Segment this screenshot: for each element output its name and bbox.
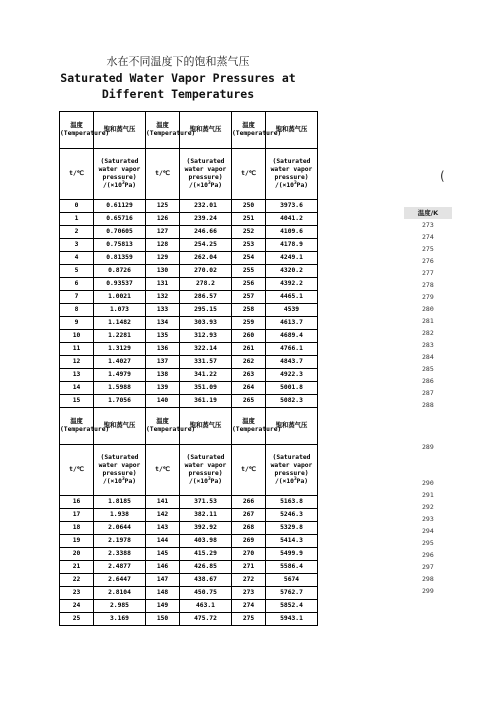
table-row xyxy=(60,395,318,408)
temperature-header: 温度 (Temperature) xyxy=(60,408,94,445)
temperature-cell: 126 xyxy=(146,213,180,226)
pressure-cell: 4465.1 xyxy=(266,291,318,304)
kelvin-value: 297 xyxy=(422,563,434,571)
pressure-cell: 232.01 xyxy=(180,200,232,213)
pressure-cell: 2.0644 xyxy=(94,522,146,535)
pressure-english-label: (Saturated water vapor pressure) xyxy=(98,454,141,477)
kelvin-value: 293 xyxy=(422,515,434,523)
temperature-cell: 17 xyxy=(60,509,94,522)
unit-prefix: /(×10 xyxy=(274,182,294,189)
pressure-cell: 382.11 xyxy=(180,509,232,522)
pressure-unit-label xyxy=(266,182,317,190)
temperature-cell: 265 xyxy=(232,395,266,408)
table-row xyxy=(60,291,318,304)
temperature-cell: 136 xyxy=(146,343,180,356)
title-line-1: Saturated Water Vapor Pressures at xyxy=(60,71,296,85)
temperature-cell: 145 xyxy=(146,548,180,561)
kelvin-value: 294 xyxy=(422,527,434,535)
temperature-cell: 139 xyxy=(146,382,180,395)
temperature-cell: 8 xyxy=(60,304,94,317)
pressure-cell: 0.93537 xyxy=(94,278,146,291)
temperature-cell: 20 xyxy=(60,548,94,561)
temperature-cell: 255 xyxy=(232,265,266,278)
pressure-cell: 4539 xyxy=(266,304,318,317)
temperature-cell: 260 xyxy=(232,330,266,343)
temperature-cell: 134 xyxy=(146,317,180,330)
pressure-cell: 5943.1 xyxy=(266,613,318,626)
pressure-cell: 5414.3 xyxy=(266,535,318,548)
table-row xyxy=(60,535,318,548)
table-row xyxy=(60,587,318,600)
table-row xyxy=(60,613,318,626)
temperature-cell: 7 xyxy=(60,291,94,304)
pressure-english-label: (Saturated water vapor pressure) xyxy=(270,454,313,477)
temperature-cell: 2 xyxy=(60,226,94,239)
table-row xyxy=(60,200,318,213)
pressure-cell: 0.65716 xyxy=(94,213,146,226)
temperature-cell: 272 xyxy=(232,574,266,587)
temperature-cell: 250 xyxy=(232,200,266,213)
pressure-unit-label xyxy=(94,478,145,486)
temperature-unit: t/℃ xyxy=(232,149,266,200)
table-row xyxy=(60,369,318,382)
pressure-cell: 5001.8 xyxy=(266,382,318,395)
kelvin-header: 温度/K xyxy=(404,207,452,219)
pressure-cell: 4766.1 xyxy=(266,343,318,356)
kelvin-spacer xyxy=(404,411,452,441)
pressure-cell: 2.3388 xyxy=(94,548,146,561)
temperature-cell: 274 xyxy=(232,600,266,613)
unit-suffix: Pa) xyxy=(210,478,223,485)
title-line-2: Different Temperatures xyxy=(101,87,255,101)
temperature-cell: 132 xyxy=(146,291,180,304)
temperature-unit: t/℃ xyxy=(60,445,94,496)
pressure-cell: 322.14 xyxy=(180,343,232,356)
pressure-cell: 0.61129 xyxy=(94,200,146,213)
pressure-cell: 3973.6 xyxy=(266,200,318,213)
pressure-cell: 4178.9 xyxy=(266,239,318,252)
units-row-1 xyxy=(60,149,318,200)
pressure-cell: 4109.6 xyxy=(266,226,318,239)
pressure-header: 饱和蒸气压 xyxy=(180,112,232,149)
kelvin-value: 277 xyxy=(422,269,434,277)
temperature-unit: t/℃ xyxy=(232,445,266,496)
temperature-cell: 135 xyxy=(146,330,180,343)
temperature-cell: 268 xyxy=(232,522,266,535)
pressure-unit-label xyxy=(180,478,231,486)
table-row xyxy=(60,252,318,265)
temperature-cell: 149 xyxy=(146,600,180,613)
temperature-unit: t/℃ xyxy=(146,149,180,200)
table-title-chinese: 水在不同温度下的饱和蒸气压 xyxy=(106,55,250,68)
units-row-2 xyxy=(60,445,318,496)
temperature-cell: 261 xyxy=(232,343,266,356)
temperature-unit: t/℃ xyxy=(146,445,180,496)
pressure-cell: 331.57 xyxy=(180,356,232,369)
pressure-cell: 4613.7 xyxy=(266,317,318,330)
pressure-cell: 475.72 xyxy=(180,613,232,626)
pressure-unit-cell xyxy=(266,445,318,496)
pressure-cell: 4320.2 xyxy=(266,265,318,278)
pressure-cell: 1.7056 xyxy=(94,395,146,408)
pressure-cell: 286.57 xyxy=(180,291,232,304)
pressure-cell: 3.169 xyxy=(94,613,146,626)
right-parenthesis: ( xyxy=(440,169,445,183)
pressure-cell: 303.93 xyxy=(180,317,232,330)
pressure-cell: 403.98 xyxy=(180,535,232,548)
kelvin-column xyxy=(404,207,452,597)
pressure-cell: 5586.4 xyxy=(266,561,318,574)
unit-exponent: 3 xyxy=(207,180,211,186)
vapor-pressure-table xyxy=(59,111,318,626)
unit-suffix: Pa) xyxy=(124,478,137,485)
kelvin-value: 290 xyxy=(422,479,434,487)
pressure-cell: 270.02 xyxy=(180,265,232,278)
temperature-cell: 253 xyxy=(232,239,266,252)
kelvin-value: 281 xyxy=(422,317,434,325)
header-row-2 xyxy=(60,408,318,445)
pressure-cell: 254.25 xyxy=(180,239,232,252)
pressure-cell: 371.53 xyxy=(180,496,232,509)
pressure-unit-label xyxy=(94,182,145,190)
pressure-cell: 278.2 xyxy=(180,278,232,291)
kelvin-value: 285 xyxy=(422,365,434,373)
kelvin-value: 296 xyxy=(422,551,434,559)
temperature-cell: 273 xyxy=(232,587,266,600)
pressure-cell: 4249.1 xyxy=(266,252,318,265)
temperature-cell: 12 xyxy=(60,356,94,369)
temperature-cell: 11 xyxy=(60,343,94,356)
kelvin-value: 280 xyxy=(422,305,434,313)
kelvin-value: 283 xyxy=(422,341,434,349)
unit-suffix: Pa) xyxy=(296,478,309,485)
temperature-cell: 275 xyxy=(232,613,266,626)
pressure-cell: 246.66 xyxy=(180,226,232,239)
temperature-cell: 131 xyxy=(146,278,180,291)
temperature-cell: 148 xyxy=(146,587,180,600)
kelvin-value: 274 xyxy=(422,233,434,241)
pressure-cell: 4922.3 xyxy=(266,369,318,382)
temperature-cell: 147 xyxy=(146,574,180,587)
kelvin-value: 275 xyxy=(422,245,434,253)
pressure-cell: 415.29 xyxy=(180,548,232,561)
pressure-cell: 2.8104 xyxy=(94,587,146,600)
temperature-cell: 23 xyxy=(60,587,94,600)
table-row xyxy=(60,226,318,239)
pressure-unit-cell xyxy=(180,149,232,200)
pressure-cell: 4689.4 xyxy=(266,330,318,343)
pressure-cell: 5852.4 xyxy=(266,600,318,613)
unit-prefix: /(×10 xyxy=(188,478,208,485)
temperature-cell: 257 xyxy=(232,291,266,304)
temperature-header: 温度 (Temperature) xyxy=(146,408,180,445)
temperature-cell: 266 xyxy=(232,496,266,509)
temperature-cell: 252 xyxy=(232,226,266,239)
pressure-cell: 5329.8 xyxy=(266,522,318,535)
temperature-cell: 256 xyxy=(232,278,266,291)
pressure-cell: 426.85 xyxy=(180,561,232,574)
temperature-cell: 271 xyxy=(232,561,266,574)
pressure-cell: 5246.3 xyxy=(266,509,318,522)
table-row xyxy=(60,304,318,317)
table-row xyxy=(60,239,318,252)
temperature-cell: 150 xyxy=(146,613,180,626)
kelvin-value: 284 xyxy=(422,353,434,361)
unit-exponent: 3 xyxy=(293,180,297,186)
table-row xyxy=(60,496,318,509)
temperature-cell: 3 xyxy=(60,239,94,252)
pressure-cell: 1.3129 xyxy=(94,343,146,356)
pressure-english-label: (Saturated water vapor pressure) xyxy=(184,454,227,477)
kelvin-value: 295 xyxy=(422,539,434,547)
unit-prefix: /(×10 xyxy=(274,478,294,485)
pressure-header: 饱和蒸气压 xyxy=(180,408,232,445)
header-row-1 xyxy=(60,112,318,149)
pressure-unit-cell xyxy=(180,445,232,496)
pressure-cell: 4843.7 xyxy=(266,356,318,369)
pressure-cell: 5499.9 xyxy=(266,548,318,561)
temperature-unit: t/℃ xyxy=(60,149,94,200)
unit-exponent: 3 xyxy=(121,180,125,186)
kelvin-value: 279 xyxy=(422,293,434,301)
kelvin-value: 291 xyxy=(422,491,434,499)
pressure-unit-label xyxy=(266,478,317,486)
pressure-header: 饱和蒸气压 xyxy=(266,408,318,445)
pressure-cell: 4392.2 xyxy=(266,278,318,291)
table-row xyxy=(60,548,318,561)
table-title-english xyxy=(50,70,306,102)
temperature-cell: 140 xyxy=(146,395,180,408)
temperature-cell: 24 xyxy=(60,600,94,613)
temperature-header: 温度 (Temperature) xyxy=(232,408,266,445)
pressure-cell: 351.09 xyxy=(180,382,232,395)
temperature-cell: 15 xyxy=(60,395,94,408)
pressure-english-label: (Saturated water vapor pressure) xyxy=(184,158,227,181)
pressure-cell: 1.073 xyxy=(94,304,146,317)
table-row xyxy=(60,213,318,226)
pressure-cell: 0.81359 xyxy=(94,252,146,265)
pressure-cell: 1.938 xyxy=(94,509,146,522)
pressure-cell: 2.4877 xyxy=(94,561,146,574)
temperature-cell: 21 xyxy=(60,561,94,574)
kelvin-value: 286 xyxy=(422,377,434,385)
pressure-cell: 392.92 xyxy=(180,522,232,535)
table-row xyxy=(60,522,318,535)
pressure-cell: 5674 xyxy=(266,574,318,587)
pressure-header: 饱和蒸气压 xyxy=(94,112,146,149)
table-row xyxy=(60,278,318,291)
temperature-header: 温度 (Temperature) xyxy=(60,112,94,149)
temperature-cell: 4 xyxy=(60,252,94,265)
table-row xyxy=(60,343,318,356)
temperature-cell: 142 xyxy=(146,509,180,522)
pressure-unit-cell xyxy=(266,149,318,200)
pressure-header: 饱和蒸气压 xyxy=(94,408,146,445)
pressure-english-label: (Saturated water vapor pressure) xyxy=(98,158,141,181)
pressure-cell: 361.19 xyxy=(180,395,232,408)
temperature-cell: 25 xyxy=(60,613,94,626)
pressure-cell: 5082.3 xyxy=(266,395,318,408)
pressure-unit-label xyxy=(180,182,231,190)
temperature-cell: 251 xyxy=(232,213,266,226)
temperature-cell: 133 xyxy=(146,304,180,317)
unit-suffix: Pa) xyxy=(124,182,137,189)
temperature-cell: 125 xyxy=(146,200,180,213)
unit-exponent: 3 xyxy=(121,476,125,482)
pressure-cell: 1.0021 xyxy=(94,291,146,304)
pressure-cell: 312.93 xyxy=(180,330,232,343)
kelvin-value: 282 xyxy=(422,329,434,337)
pressure-cell: 0.75813 xyxy=(94,239,146,252)
temperature-cell: 130 xyxy=(146,265,180,278)
kelvin-value: 273 xyxy=(422,221,434,229)
temperature-cell: 269 xyxy=(232,535,266,548)
unit-suffix: Pa) xyxy=(296,182,309,189)
temperature-cell: 137 xyxy=(146,356,180,369)
temperature-cell: 138 xyxy=(146,369,180,382)
temperature-cell: 9 xyxy=(60,317,94,330)
pressure-header: 饱和蒸气压 xyxy=(266,112,318,149)
temperature-header: 温度 (Temperature) xyxy=(146,112,180,149)
temperature-cell: 128 xyxy=(146,239,180,252)
table-row xyxy=(60,265,318,278)
unit-suffix: Pa) xyxy=(210,182,223,189)
temperature-cell: 263 xyxy=(232,369,266,382)
temperature-cell: 259 xyxy=(232,317,266,330)
unit-prefix: /(×10 xyxy=(188,182,208,189)
temperature-cell: 14 xyxy=(60,382,94,395)
temperature-cell: 19 xyxy=(60,535,94,548)
pressure-cell: 2.6447 xyxy=(94,574,146,587)
pressure-cell: 438.67 xyxy=(180,574,232,587)
table-row xyxy=(60,509,318,522)
pressure-cell: 450.75 xyxy=(180,587,232,600)
kelvin-value: 287 xyxy=(422,389,434,397)
temperature-cell: 254 xyxy=(232,252,266,265)
kelvin-value: 288 xyxy=(422,401,434,409)
kelvin-value: 276 xyxy=(422,257,434,265)
unit-prefix: /(×10 xyxy=(102,182,122,189)
temperature-cell: 267 xyxy=(232,509,266,522)
temperature-cell: 5 xyxy=(60,265,94,278)
temperature-cell: 129 xyxy=(146,252,180,265)
pressure-cell: 2.1978 xyxy=(94,535,146,548)
table-row xyxy=(60,317,318,330)
temperature-cell: 141 xyxy=(146,496,180,509)
kelvin-value: 278 xyxy=(422,281,434,289)
pressure-cell: 1.5988 xyxy=(94,382,146,395)
unit-exponent: 3 xyxy=(207,476,211,482)
temperature-cell: 6 xyxy=(60,278,94,291)
pressure-cell: 0.8726 xyxy=(94,265,146,278)
pressure-cell: 341.22 xyxy=(180,369,232,382)
temperature-cell: 258 xyxy=(232,304,266,317)
table-row xyxy=(60,574,318,587)
pressure-cell: 4041.2 xyxy=(266,213,318,226)
pressure-cell: 262.04 xyxy=(180,252,232,265)
kelvin-spacer xyxy=(404,453,452,477)
table-row xyxy=(60,330,318,343)
kelvin-value: 298 xyxy=(422,575,434,583)
temperature-cell: 1 xyxy=(60,213,94,226)
pressure-unit-cell xyxy=(94,149,146,200)
pressure-unit-cell xyxy=(94,445,146,496)
pressure-cell: 1.8185 xyxy=(94,496,146,509)
table-row xyxy=(60,600,318,613)
temperature-cell: 144 xyxy=(146,535,180,548)
pressure-cell: 5762.7 xyxy=(266,587,318,600)
temperature-cell: 16 xyxy=(60,496,94,509)
pressure-cell: 5163.8 xyxy=(266,496,318,509)
kelvin-value: 299 xyxy=(422,587,434,595)
temperature-cell: 18 xyxy=(60,522,94,535)
pressure-cell: 239.24 xyxy=(180,213,232,226)
pressure-english-label: (Saturated water vapor pressure) xyxy=(270,158,313,181)
temperature-cell: 10 xyxy=(60,330,94,343)
kelvin-value: 292 xyxy=(422,503,434,511)
table-row xyxy=(60,356,318,369)
pressure-cell: 1.4027 xyxy=(94,356,146,369)
unit-exponent: 3 xyxy=(293,476,297,482)
temperature-cell: 146 xyxy=(146,561,180,574)
temperature-cell: 22 xyxy=(60,574,94,587)
temperature-cell: 264 xyxy=(232,382,266,395)
temperature-cell: 143 xyxy=(146,522,180,535)
pressure-cell: 1.4979 xyxy=(94,369,146,382)
temperature-cell: 0 xyxy=(60,200,94,213)
pressure-cell: 463.1 xyxy=(180,600,232,613)
temperature-cell: 127 xyxy=(146,226,180,239)
kelvin-value: 289 xyxy=(422,443,434,451)
unit-prefix: /(×10 xyxy=(102,478,122,485)
table-row xyxy=(60,561,318,574)
pressure-cell: 295.15 xyxy=(180,304,232,317)
pressure-cell: 2.985 xyxy=(94,600,146,613)
table-row xyxy=(60,382,318,395)
temperature-cell: 262 xyxy=(232,356,266,369)
pressure-cell: 1.1482 xyxy=(94,317,146,330)
pressure-cell: 1.2281 xyxy=(94,330,146,343)
temperature-cell: 270 xyxy=(232,548,266,561)
temperature-cell: 13 xyxy=(60,369,94,382)
pressure-cell: 0.70605 xyxy=(94,226,146,239)
temperature-header: 温度 (Temperature) xyxy=(232,112,266,149)
